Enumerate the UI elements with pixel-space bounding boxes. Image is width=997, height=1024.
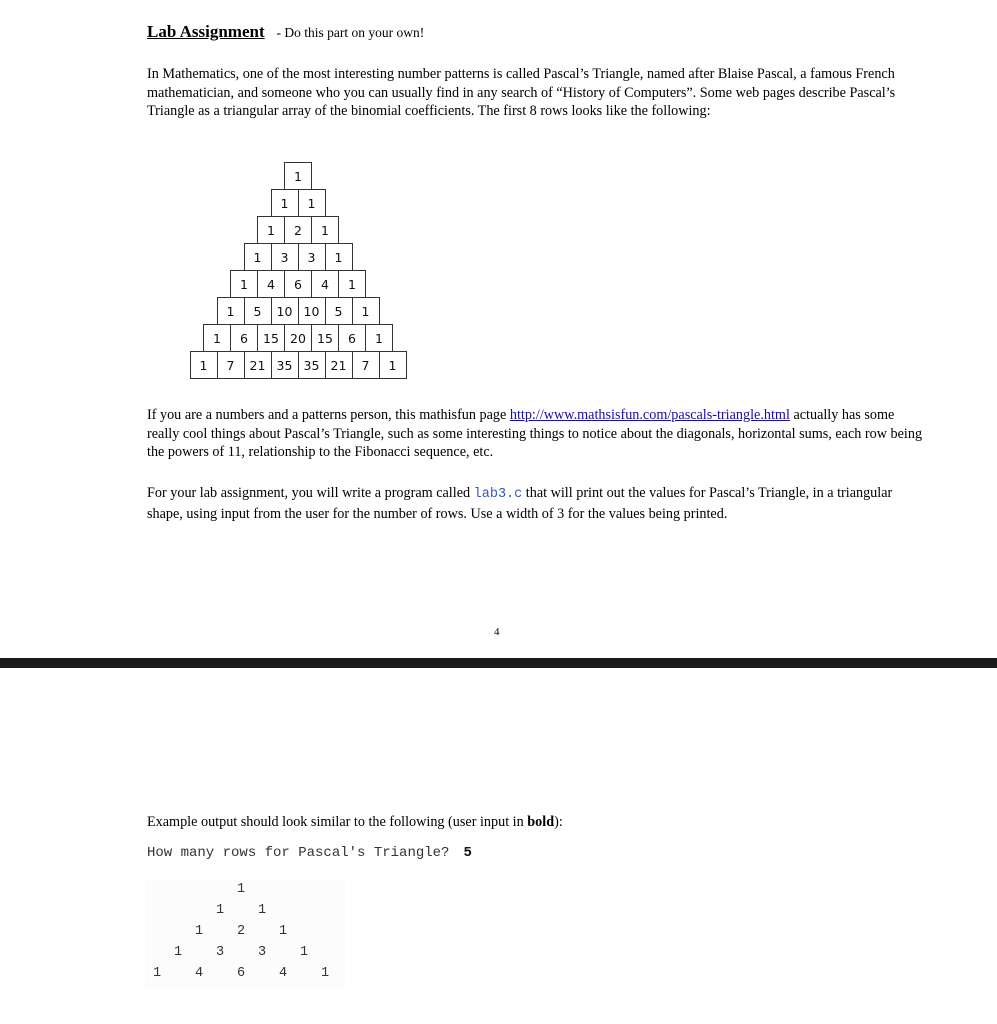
triangle-cell: 1 xyxy=(217,297,245,325)
triangle-cell: 1 xyxy=(311,216,339,244)
assignment-paragraph xyxy=(147,484,927,523)
triangle-cell: 1 xyxy=(365,324,393,352)
triangle-cell: 20 xyxy=(284,324,312,352)
triangle-cell: 21 xyxy=(325,351,353,379)
assignment-filename: lab3.c xyxy=(473,487,523,502)
example-intro-bold: bold xyxy=(527,814,555,830)
triangle-cell: 5 xyxy=(244,297,272,325)
triangle-cell: 4 xyxy=(257,270,285,298)
heading xyxy=(147,22,424,42)
output-value: 3 xyxy=(215,945,225,960)
output-value: 1 xyxy=(152,966,162,981)
triangle-cell: 1 xyxy=(271,189,299,217)
output-value: 2 xyxy=(236,924,246,939)
triangle-cell: 1 xyxy=(244,243,272,271)
triangle-cell: 1 xyxy=(190,351,218,379)
triangle-row xyxy=(271,189,326,217)
triangle-cell: 1 xyxy=(379,351,407,379)
output-value: 1 xyxy=(257,903,267,918)
output-value: 1 xyxy=(236,882,246,897)
triangle-cell: 6 xyxy=(284,270,312,298)
triangle-row xyxy=(190,351,407,379)
triangle-cell: 1 xyxy=(203,324,231,352)
triangle-cell: 5 xyxy=(325,297,353,325)
mathisfun-paragraph xyxy=(147,406,927,462)
triangle-row xyxy=(203,324,393,352)
output-value: 6 xyxy=(236,966,246,981)
triangle-cell: 1 xyxy=(338,270,366,298)
page-bottom xyxy=(0,668,997,1024)
triangle-cell: 6 xyxy=(230,324,258,352)
triangle-cell: 35 xyxy=(271,351,299,379)
assignment-text-before: For your lab assignment, you will write a program called xyxy=(147,485,474,501)
output-value: 4 xyxy=(194,966,204,981)
example-intro-before: Example output should look similar to the following (user input in xyxy=(147,814,528,830)
output-value: 3 xyxy=(257,945,267,960)
triangle-cell: 1 xyxy=(325,243,353,271)
triangle-row xyxy=(284,162,312,190)
triangle-row xyxy=(257,216,339,244)
triangle-cell: 15 xyxy=(311,324,339,352)
output-value: 1 xyxy=(320,966,330,981)
output-value: 1 xyxy=(173,945,183,960)
page-title: Lab Assignment xyxy=(147,22,265,41)
triangle-cell: 1 xyxy=(298,189,326,217)
output-value: 1 xyxy=(194,924,204,939)
example-intro-after: ): xyxy=(554,814,563,830)
triangle-cell: 3 xyxy=(271,243,299,271)
mathisfun-text-after: actually has some really cool things about Pascal’s Triangle, such as some interesting things to notice about the diagonals, horizontal sums, each row being the powers of 11, relationship to the Fibonacci sequence, etc. xyxy=(147,407,923,460)
triangle-cell: 10 xyxy=(298,297,326,325)
assignment-text-after: that will print out the values for Pascal’s Triangle, in a triangular shape, using input from the user for the number of rows. Use a width of 3 for the values being printed. xyxy=(147,485,893,522)
page-divider xyxy=(0,658,997,668)
triangle-cell: 1 xyxy=(257,216,285,244)
triangle-row xyxy=(244,243,353,271)
intro-paragraph: In Mathematics, one of the most interesting number patterns is called Pascal’s Triangle, named after Blaise Pascal, a famous French mathematician, and someone who you can usually find in any search of “History of Computers”. Some web pages describe Pascal’s Triangle as a triangular array of the binomial coefficients. The first 8 rows looks like the following: xyxy=(147,66,896,119)
triangle-cell: 2 xyxy=(284,216,312,244)
prompt-text: How many rows for Pascal's Triangle? xyxy=(147,845,450,861)
triangle-cell: 1 xyxy=(352,297,380,325)
triangle-cell: 35 xyxy=(298,351,326,379)
mathisfun-link[interactable]: http://www.mathsisfun.com/pascals-triangle.html xyxy=(509,407,790,423)
triangle-cell: 7 xyxy=(352,351,380,379)
triangle-cell: 21 xyxy=(244,351,272,379)
triangle-row xyxy=(217,297,380,325)
triangle-cell: 1 xyxy=(230,270,258,298)
triangle-cell: 6 xyxy=(338,324,366,352)
triangle-cell: 3 xyxy=(298,243,326,271)
triangle-cell: 1 xyxy=(284,162,312,190)
triangle-cell: 4 xyxy=(311,270,339,298)
output-value: 4 xyxy=(278,966,288,981)
triangle-cell: 7 xyxy=(217,351,245,379)
prompt-user-input: 5 xyxy=(463,845,472,861)
triangle-cell: 15 xyxy=(257,324,285,352)
triangle-cell: 10 xyxy=(271,297,299,325)
example-intro xyxy=(147,814,563,831)
page-number: 4 xyxy=(494,626,500,638)
example-prompt xyxy=(147,845,472,861)
triangle-row xyxy=(230,270,366,298)
mathisfun-text-before: If you are a numbers and a patterns person, this mathisfun page xyxy=(147,407,510,423)
output-value: 1 xyxy=(299,945,309,960)
output-value: 1 xyxy=(215,903,225,918)
page-subtitle: - Do this part on your own! xyxy=(276,25,425,40)
output-value: 1 xyxy=(278,924,288,939)
